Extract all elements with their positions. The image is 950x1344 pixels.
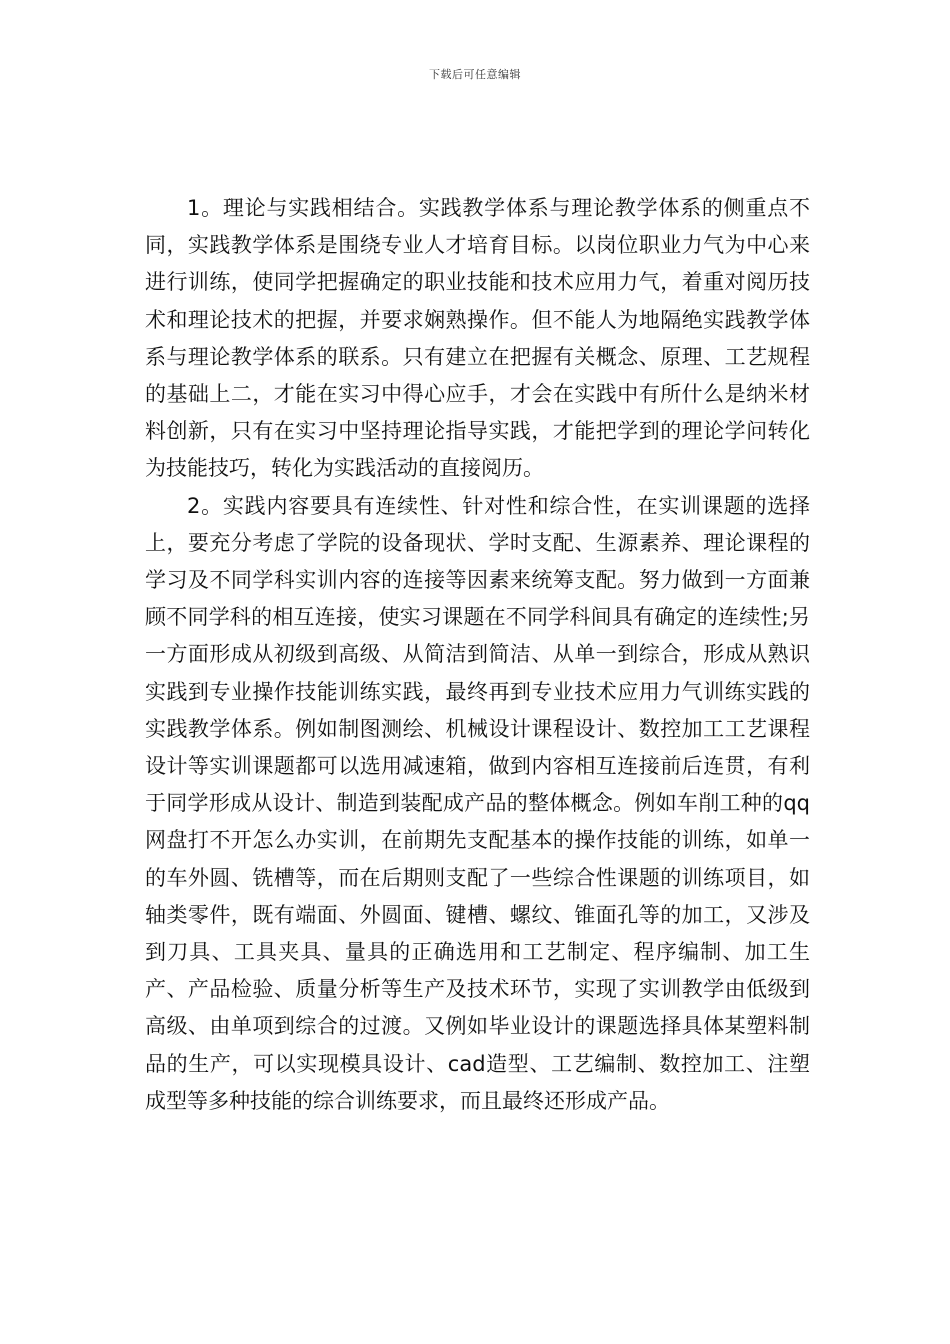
- document-body: [145, 190, 810, 1120]
- paragraph-1: 1。理论与实践相结合。实践教学体系与理论教学体系的侧重点不同，实践教学体系是围绕专业人才培育目标。以岗位职业力气为中心来进行训练，使同学把握确定的职业技能和技术应用力气，着重对阅历技术和理论技术的把握，并要求娴熟操作。但不能人为地隔绝实践教学体系与理论教学体系的联系。只有建立在把握有关概念、原理、工艺规程的基础上二，才能在实习中得心应手，才会在实践中有所什么是纳米材料创新，只有在实习中坚持理论指导实践，才能把学到的理论学问转化为技能技巧，转化为实践活动的直接阅历。: [145, 196, 810, 481]
- header-note: 下载后可任意编辑: [429, 68, 521, 81]
- paragraph-2: 2。实践内容要具有连续性、针对性和综合性，在实训课题的选择上，要充分考虑了学院的设备现状、学时支配、生源素养、理论课程的学习及不同学科实训内容的连接等因素来统筹支配。努力做到一方面兼顾不同学科的相互连接，使实习课题在不同学科间具有确定的连续性;另一方面形成从初级到高级、从简洁到简洁、从单一到综合，形成从熟识实践到专业操作技能训练实践，最终再到专业技术应用力气训练实践的实践教学体系。例如制图测绘、机械设计课程设计、数控加工工艺课程设计等实训课题都可以选用减速箱，做到内容相互连接前后连贯，有利于同学形成从设计、制造到装配成产品的整体概念。例如车削工种的qq网盘打不开怎么办实训，在前期先支配基本的操作技能的训练，如单一的车外圆、铣槽等，而在后期则支配了一些综合性课题的训练项目，如轴类零件，既有端面、外圆面、键槽、螺纹、锥面孔等的加工，又涉及到刀具、工具夹具、量具的正确选用和工艺制定、程序编制、加工生产、产品检验、质量分析等生产及技术环节，实现了实训教学由低级到高级、由单项到综合的过渡。又例如毕业设计的课题选择具体某塑料制品的生产，可以实现模具设计、cad造型、工艺编制、数控加工、注塑成型等多种技能的综合训练要求，而且最终还形成产品。: [145, 493, 810, 1113]
